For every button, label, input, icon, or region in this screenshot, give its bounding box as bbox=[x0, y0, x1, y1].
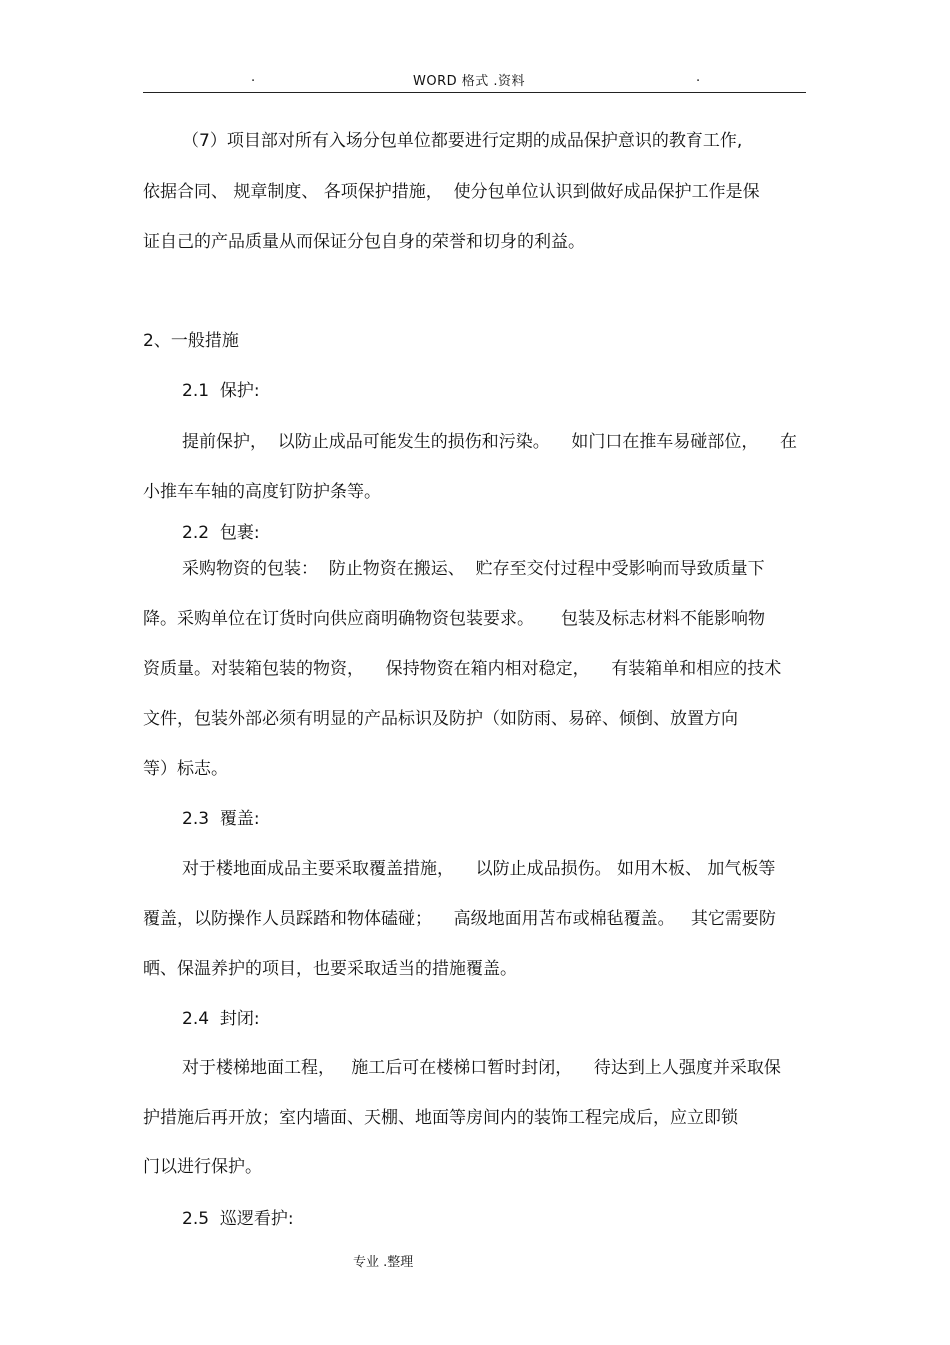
paragraph-line: 对于楼地面成品主要采取覆盖措施， 以防止成品损伤。 如用木板、 加气板等 bbox=[182, 859, 776, 879]
paragraph-line: 证自己的产品质量从而保证分包自身的荣誉和切身的利益。 bbox=[143, 232, 585, 252]
paragraph-line: 门以进行保护。 bbox=[143, 1157, 262, 1177]
paragraph-line: 等）标志。 bbox=[143, 759, 228, 779]
paragraph-line: 资质量。对装箱包装的物资， 保持物资在箱内相对稳定， 有装箱单和相应的技术 bbox=[143, 659, 782, 679]
paragraph-line: 降。采购单位在订货时向供应商明确物资包装要求。 包装及标志材料不能影响物 bbox=[143, 609, 766, 629]
section-heading: 2、一般措施 bbox=[143, 331, 239, 351]
paragraph-line: 覆盖，以防操作人员踩踏和物体磕碰； 高级地面用苫布或棉毡覆盖。 其它需要防 bbox=[143, 909, 776, 929]
paragraph-line: （7）项目部对所有入场分包单位都要进行定期的成品保护意识的教育工作, bbox=[182, 131, 743, 151]
paragraph-line: 采购物资的包装： 防止物资在搬运、 贮存至交付过程中受影响而导致质量下 bbox=[182, 559, 765, 579]
subsection-heading: 2.1 保护: bbox=[182, 381, 260, 401]
subsection-heading: 2.5 巡逻看护: bbox=[182, 1209, 294, 1229]
paragraph-line: 依据合同、 规章制度、 各项保护措施， 使分包单位认识到做好成品保护工作是保 bbox=[143, 182, 760, 202]
paragraph-line: 提前保护， 以防止成品可能发生的损伤和污染。 如门口在推车易碰部位， 在 bbox=[182, 432, 798, 452]
header-right-mark: . bbox=[696, 70, 701, 85]
subsection-heading: 2.4 封闭: bbox=[182, 1009, 260, 1029]
subsection-heading: 2.2 包裹: bbox=[182, 523, 260, 543]
subsection-heading: 2.3 覆盖: bbox=[182, 809, 260, 829]
paragraph-line: 护措施后再开放；室内墙面、天棚、地面等房间内的装饰工程完成后，应立即锁 bbox=[143, 1108, 738, 1128]
paragraph-line: 晒、保温养护的项目，也要采取适当的措施覆盖。 bbox=[143, 959, 517, 979]
header-left-mark: . bbox=[251, 70, 256, 85]
header-title: WORD 格式 .资料 bbox=[413, 74, 526, 89]
paragraph-line: 文件，包装外部必须有明显的产品标识及防护（如防雨、易碎、倾倒、放置方向 bbox=[143, 709, 738, 729]
page-footer: 专业 .整理 bbox=[353, 1255, 414, 1270]
page-header bbox=[143, 70, 806, 93]
paragraph-line: 小推车车轴的高度钉防护条等。 bbox=[143, 482, 381, 502]
paragraph-line: 对于楼梯地面工程， 施工后可在楼梯口暂时封闭， 待达到上人强度并采取保 bbox=[182, 1058, 781, 1078]
